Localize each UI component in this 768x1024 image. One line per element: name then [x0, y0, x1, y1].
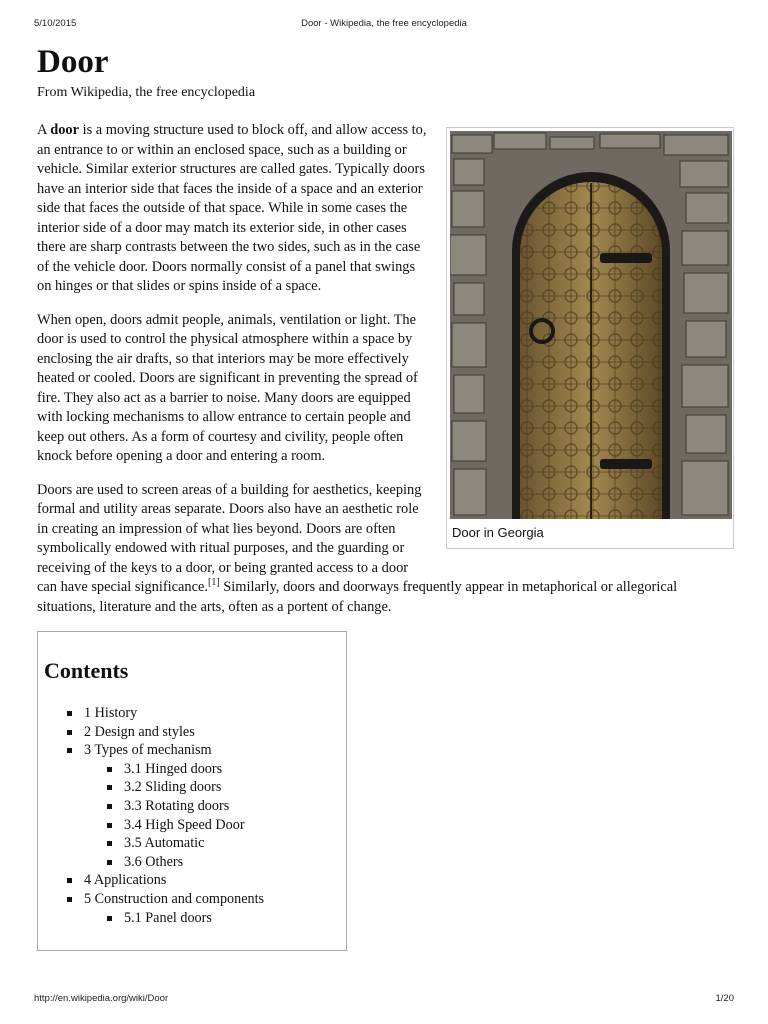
toc-item: [44, 704, 340, 723]
toc-item: [44, 760, 340, 779]
image-caption: Door in Georgia: [452, 525, 544, 540]
toc-item: [44, 797, 340, 816]
door-in-georgia-image[interactable]: [450, 131, 732, 519]
article-content: [37, 40, 734, 951]
toc-item: [44, 778, 340, 797]
toc-item: [44, 834, 340, 853]
toc-link[interactable]: 3.4 High Speed Door: [124, 816, 245, 833]
toc-link[interactable]: 5 Construction and components: [84, 890, 265, 907]
page-title: Door: [37, 44, 109, 80]
toc-link[interactable]: 3.2 Sliding doors: [124, 779, 222, 796]
toc-item: [44, 853, 340, 872]
reference-1[interactable]: [1]: [208, 577, 220, 589]
toc-link[interactable]: 3.5 Automatic: [124, 835, 205, 852]
paragraph-2: When open, doors admit people, animals, ventilation or light. The door is used to control the physical atmosphere within a space by enclosing the air drafts, so that interiors may be more effectively heated or cooled. Doors are significant in preventing the spread of fire. They also act as a barrier to noise. Many doors are equipped with locking mechanisms to allow entrance to certain people and keep out others. As a form of courtesy and civility, people often knock before opening a door and entering a room.: [37, 311, 418, 464]
term-door: door: [50, 122, 79, 138]
toc-item: [44, 816, 340, 835]
toc-list: [44, 704, 340, 927]
table-of-contents: [37, 631, 347, 951]
toc-item: [44, 890, 340, 909]
print-header: [34, 18, 734, 32]
toc-link[interactable]: 3.3 Rotating doors: [124, 797, 230, 814]
toc-link[interactable]: 1 History: [84, 705, 138, 721]
p1-before: A: [37, 122, 51, 138]
toc-item: [44, 741, 340, 760]
door-image-thumbnail[interactable]: [446, 127, 734, 549]
toc-item: [44, 723, 340, 742]
toc-link[interactable]: 3.6 Others: [124, 853, 184, 870]
toc-link[interactable]: 3.1 Hinged doors: [124, 760, 223, 777]
print-page-number: 1/20: [715, 993, 734, 1004]
toc-item: [44, 871, 340, 890]
p3-after: Similarly, doors and doorways frequently appear in metaphorical or allegorical situations, literature and the arts, often as a portent of change.: [37, 579, 678, 615]
toc-link[interactable]: 4 Applications: [84, 872, 167, 889]
print-date: 5/10/2015: [34, 18, 77, 29]
toc-title: Contents: [44, 658, 129, 683]
toc-link[interactable]: 5.1 Panel doors: [124, 909, 212, 926]
p3-before: Doors are used to screen areas of a building for aesthetics, keeping formal and utility areas separate. Doors also have an aesthetic role in creating an impression of what lies beyond. Doors are often symbolically endowed with ritual purposes, and the guarding or receiving of the keys to a door, or being granted access to a door can have special significance.: [37, 481, 422, 595]
print-page-title: Door - Wikipedia, the free encyclopedia: [301, 18, 467, 29]
toc-item: [44, 909, 340, 928]
toc-link[interactable]: 2 Design and styles: [84, 723, 195, 740]
p1-after: is a moving structure used to block off, and allow access to, an entrance to or within an enclosed space, such as a building or vehicle. Similar exterior structures are called gates. Typically doors have an interior side that faces the inside of a space and an exterior side that faces the outside of that space. While in some cases the interior side of a door may match its exterior side, in other cases there are sharp contrasts between the two sides, such as in the case of the vehicle door. Doors normally consist of a panel that swings on hinges or that slides or spins inside of a space.: [37, 122, 427, 294]
article-subtitle: From Wikipedia, the free encyclopedia: [37, 85, 256, 100]
toc-link[interactable]: 3 Types of mechanism: [84, 742, 212, 759]
print-footer: [34, 993, 734, 1007]
print-url: http://en.wikipedia.org/wiki/Door: [34, 993, 169, 1004]
